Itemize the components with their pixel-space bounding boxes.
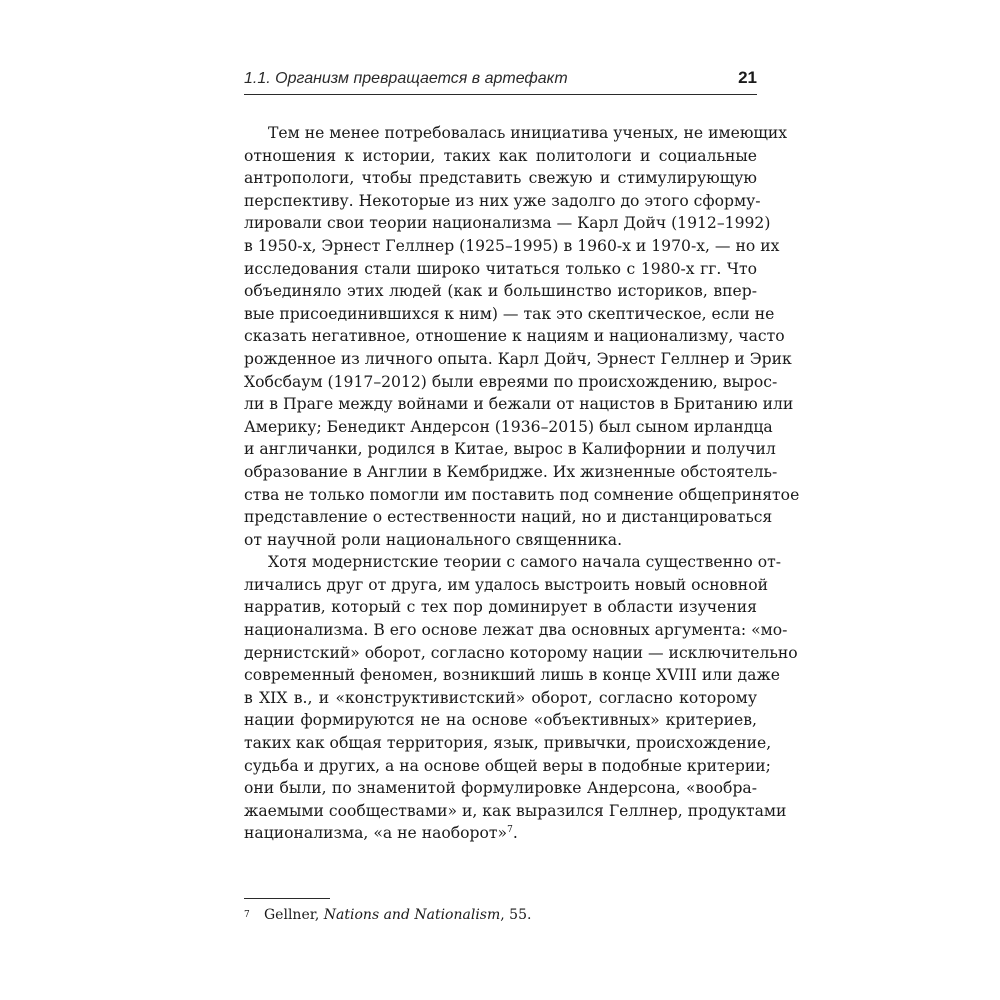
footnote-reference[interactable]: 7 [507, 825, 513, 836]
text-line: в 1950-х, Эрнест Геллнер (1925–1995) в 1960-х и 1970-х, — но их [244, 236, 780, 255]
text-line: нации формируются не на основе «объективных» критериев, [244, 711, 757, 730]
text-line-content: национализма, «а не наоборот» [244, 824, 508, 843]
text-line-last: национализма, «а не наоборот»$^7$. [244, 824, 518, 843]
text-line: от научной роли национального священника. [244, 530, 623, 549]
running-header [244, 68, 757, 95]
text-line: Хобсбаум (1917–2012) были евреями по происхождению, вырос- [244, 372, 778, 391]
text-line: современный феномен, возникший лишь в конце XVIII или даже [244, 666, 780, 685]
text-line: дернистский» оборот, согласно которому нации — исключительно [244, 643, 798, 662]
text-line: перспективу. Некоторые из них уже задолго до этого сформу- [244, 191, 761, 210]
text-line: и англичанки, родился в Китае, вырос в Калифорнии и получил [244, 440, 776, 459]
text-line: отношения к истории, таких как политологи и социальные [244, 146, 757, 165]
text-line: объединяло этих людей (как и большинство историков, впер- [244, 282, 757, 301]
text-line: национализма. В его основе лежат два основных аргумента: «мо- [244, 621, 788, 640]
footnote-title: Nations and Nationalism [323, 907, 501, 923]
text-line: ства не только помогли им поставить под сомнение общепринятое [244, 485, 800, 504]
text-line: личались друг от друга, им удалось выстроить новый основной [244, 575, 768, 594]
text-line: образование в Англии в Кембридже. Их жизненные обстоятель- [244, 462, 778, 481]
text-line: сказать негативное, отношение к нациям и национализму, часто [244, 327, 785, 346]
text-line: жаемыми сообществами» и, как выразился Геллнер, продуктами [244, 801, 787, 820]
text-line: таких как общая территория, язык, привычки, происхождение, [244, 734, 772, 753]
footnote-author: Gellner, [264, 907, 320, 923]
text-line: лировали свои теории национализма — Карл Дойч (1912–1992) [244, 214, 771, 233]
text-line: нарратив, который с тех пор доминирует в области изучения [244, 598, 757, 617]
footnote-pages: , 55. [500, 907, 532, 923]
text-line: исследования стали широко читаться только с 1980-х гг. Что [244, 259, 757, 278]
text-line: Хотя модернистские теории с самого начала существенно от- [268, 553, 782, 572]
text-line: ли в Праге между войнами и бежали от нацистов в Британию или [244, 395, 794, 414]
page-number: 21 [738, 68, 757, 87]
text-line: они были, по знаменитой формулировке Андерсона, «вообра- [244, 779, 757, 798]
text-line: вые присоединившихся к ним) — так это скептическое, если не [244, 304, 775, 323]
text-line: Тем не менее потребовалась инициатива ученых, не имеющих [268, 124, 788, 142]
text-line: судьба и других, а на основе общей веры в подобные критерии; [244, 756, 771, 775]
main-text [244, 122, 800, 845]
chapter-title: 1.1. Организм превращается в артефакт [244, 70, 568, 87]
text-line: Америку; Бенедикт Андерсон (1936–2015) был сыном ирландца [244, 417, 773, 436]
footnote-divider [244, 898, 330, 899]
footnote [244, 905, 757, 925]
footnote-number: 7 [244, 910, 250, 920]
text-line: рожденное из личного опыта. Карл Дойч, Эрнест Геллнер и Эрик [244, 349, 792, 368]
text-line: в XIX в., и «конструктивистский» оборот, согласно которому [244, 688, 757, 707]
text-line: антропологи, чтобы представить свежую и стимулирующую [244, 169, 757, 188]
text-line: представление о естественности наций, но и дистанцироваться [244, 508, 773, 527]
